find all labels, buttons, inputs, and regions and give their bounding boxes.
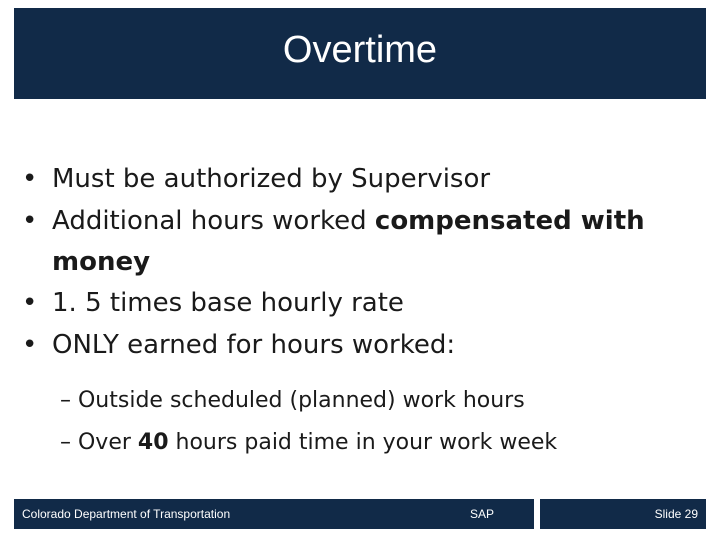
bullet-bold-text: compensated with xyxy=(374,206,645,236)
title-bar xyxy=(14,8,706,99)
footer-org-name: Colorado Department of Transportation xyxy=(22,507,231,521)
sub-bullet-item xyxy=(60,422,702,464)
footer-bar-right xyxy=(540,499,706,529)
bullet-dot: • xyxy=(22,164,38,194)
bullet-bold-text-continued: money xyxy=(52,247,151,277)
bullet-dot: • xyxy=(22,288,38,318)
bullet-dot: • xyxy=(22,330,38,360)
sub-bullet-item xyxy=(60,380,702,422)
bullet-text: 1. 5 times base hourly rate xyxy=(52,288,404,318)
bullet-item xyxy=(22,282,702,324)
bullet-item xyxy=(22,158,702,200)
sub-bullet-list xyxy=(22,380,702,464)
sub-bullet-text-prefix: Over xyxy=(71,430,138,455)
bullet-text: ONLY earned for hours worked: xyxy=(52,330,456,360)
footer-center-label: SAP xyxy=(470,507,495,521)
bullet-dot: • xyxy=(22,206,38,236)
bullet-text: Additional hours worked xyxy=(52,206,375,236)
footer-bar-left xyxy=(14,499,534,529)
sub-bullet-text: Outside scheduled (planned) work hours xyxy=(71,388,525,413)
sub-bullet-dash: – xyxy=(60,430,71,455)
sub-bullet-dash: – xyxy=(60,388,71,413)
bullet-item xyxy=(22,324,702,366)
sub-bullet-text-suffix: hours paid time in your work week xyxy=(168,430,558,455)
bullet-text: Must be authorized by Supervisor xyxy=(52,164,491,194)
bullet-item xyxy=(22,200,702,282)
slide-title: Overtime xyxy=(282,29,438,71)
sub-bullet-bold-number: 40 xyxy=(137,430,169,455)
slide-number: Slide 29 xyxy=(654,507,698,521)
slide-content xyxy=(22,158,702,464)
